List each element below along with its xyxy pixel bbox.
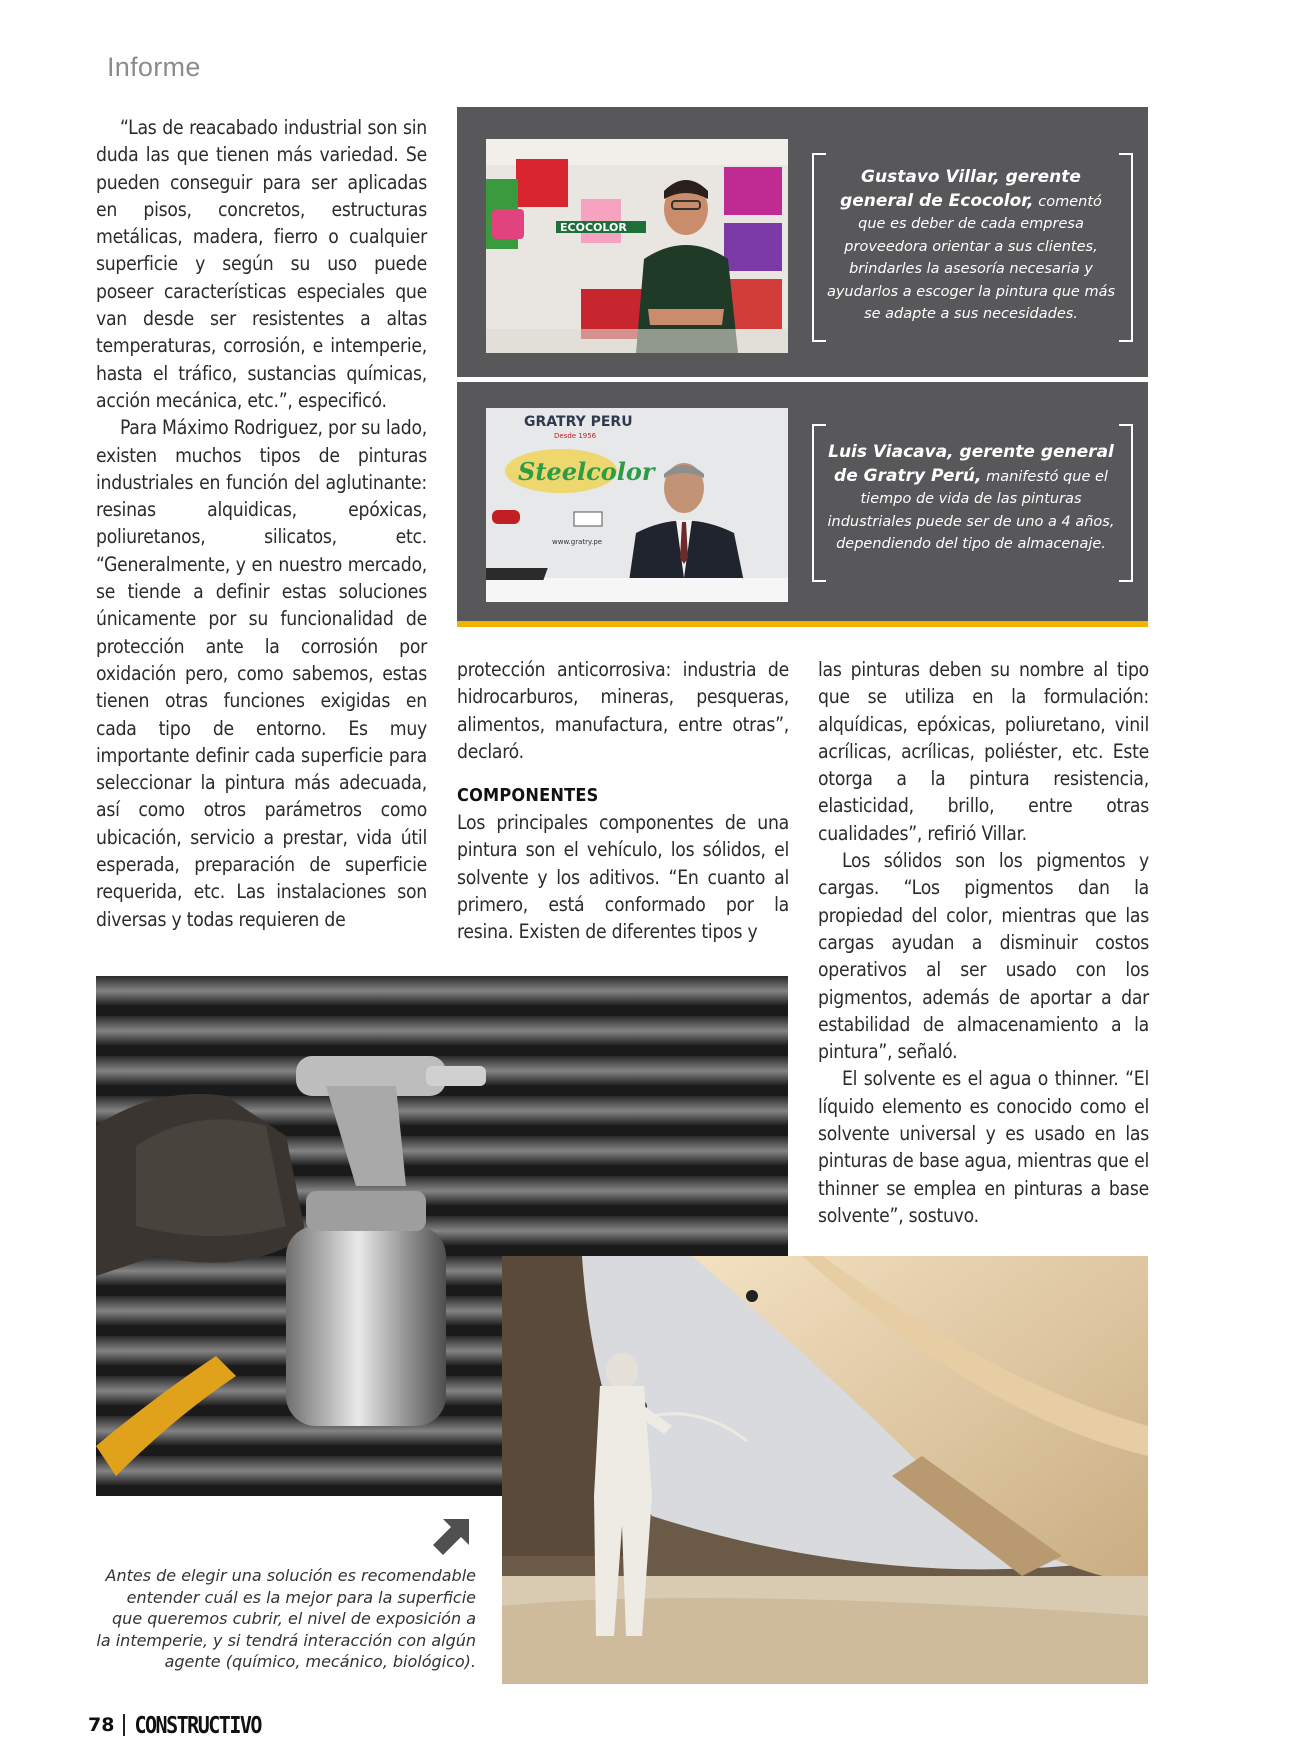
quote-bracket-right (1119, 424, 1133, 582)
paragraph: las pinturas deben su nombre al tipo que se utiliza en la formulación: alquídicas, epóxicas, poliuretano, vinil acrílicas, acrílicas, poliéster, etc. Este otorga a la pintura resistencia, elasticidad, brillo, entre otras cualidades”, refirió Villar. (818, 658, 1149, 845)
quote-luis-viacava (826, 441, 1116, 556)
quote-bracket-right (1119, 153, 1133, 342)
steelcolor-logo: Steelcolor (518, 457, 655, 486)
footer-separator (123, 1714, 125, 1736)
accent-bar (457, 621, 1148, 627)
paragraph: Los principales componentes de una pintura son el vehículo, los sólidos, el solvente y los aditivos. “En cuanto al primero, está conformado por la resina. Existen de diferentes tipos y (457, 811, 789, 944)
quote-bracket-left (812, 153, 826, 342)
article-column-3 (818, 656, 1149, 1229)
section-heading: COMPONENTES (457, 785, 599, 807)
quote-text: comentó que es deber de cada empresa proveedora orientar a sus clientes, brindarles la asesoría necesaria y ayudarlos a escoger la pintura que más se adapte a sus necesidades. (826, 193, 1116, 322)
photo-caption: Antes de elegir una solución es recomendable entender cuál es la mejor para la superficie que queremos cubrir, el nivel de exposición a la intemperie, y si tendrá interacción con algún agente (químico, mecánico, biológico). (96, 1566, 476, 1671)
quote-name: Gustavo Villar, gerente general de Ecocolor, (840, 167, 1081, 211)
magazine-name: CONSTRUCTIVO (134, 1711, 261, 1739)
gratry-web: www.gratry.pe (552, 538, 603, 546)
photo-luis-viacava (486, 408, 788, 602)
paragraph: “Las de reacabado industrial son sin duda las que tienen más variedad. Se pueden conseguir para ser aplicadas en pisos, concretos, estructuras metálicas, madera, fierro o cualquier superficie y según su uso puede poseer características especiales que van desde ser resistentes a altas temperaturas, corrosión, e intemperie, hasta el tráfico, sustancias químicas, acción mecánica, etc.”, especificó. (96, 116, 427, 412)
ecocolor-logo: ECOCOLOR (560, 221, 627, 234)
page-footer (88, 1713, 261, 1737)
photo-gustavo-villar (486, 139, 788, 353)
gratry-since: Desde 1956 (554, 432, 597, 440)
paragraph: El solvente es el agua o thinner. “El líquido elemento es conocido como el solvente universal y es usado en las pinturas de base agua, mientras que el thinner se emplea en pinturas a base solvente”, sostuvo. (818, 1067, 1149, 1227)
paragraph: protección anticorrosiva: industria de hidrocarburos, mineras, pesqueras, alimentos, manufactura, entre otras”, declaró. (457, 658, 789, 763)
quote-text: manifestó que el tiempo de vida de las pinturas industriales puede ser de uno a 4 años, dependiendo del tipo de almacenaje. (827, 468, 1115, 552)
photo-tank-painting (502, 1256, 1148, 1684)
arrow-up-right-icon (433, 1515, 473, 1555)
quote-name: Luis Viacava, gerente general de Gratry Perú, (828, 442, 1114, 486)
quote-gustavo-villar (826, 166, 1116, 326)
article-column-1 (96, 114, 427, 933)
paragraph: Los sólidos son los pigmentos y cargas. “Los pigmentos dan la propiedad del color, mientras que las cargas ayudan a disminuir costos operativos al ser usado con los pigmentos, además de aportar a dar estabilidad de almacenamiento a la pintura”, señaló. (818, 849, 1149, 1064)
section-label: Informe (107, 52, 201, 82)
article-column-2 (457, 656, 789, 946)
paragraph: Para Máximo Rodriguez, por su lado, existen muchos tipos de pinturas industriales en función del aglutinante: resinas alquidicas, epóxicas, poliuretanos, silicatos, etc. “Generalmente, y en nuestro mercado, se tiende a definir estas soluciones únicamente por su funcionalidad de protección ante la corrosión por oxidación pero, como sabemos, estas tienen otras funciones exigidas en cada tipo de entorno. Es muy importante definir cada superficie para seleccionar la pintura más adecuada, así como otros parámetros como ubicación, servicio a prestar, vida útil esperada, preparación de superficie requerida, etc. Las instalaciones son diversas y todas requieren de (96, 416, 427, 931)
page-number: 78 (88, 1714, 115, 1736)
quote-bracket-left (812, 424, 826, 582)
gratry-logo: GRATRY PERU (524, 414, 633, 430)
